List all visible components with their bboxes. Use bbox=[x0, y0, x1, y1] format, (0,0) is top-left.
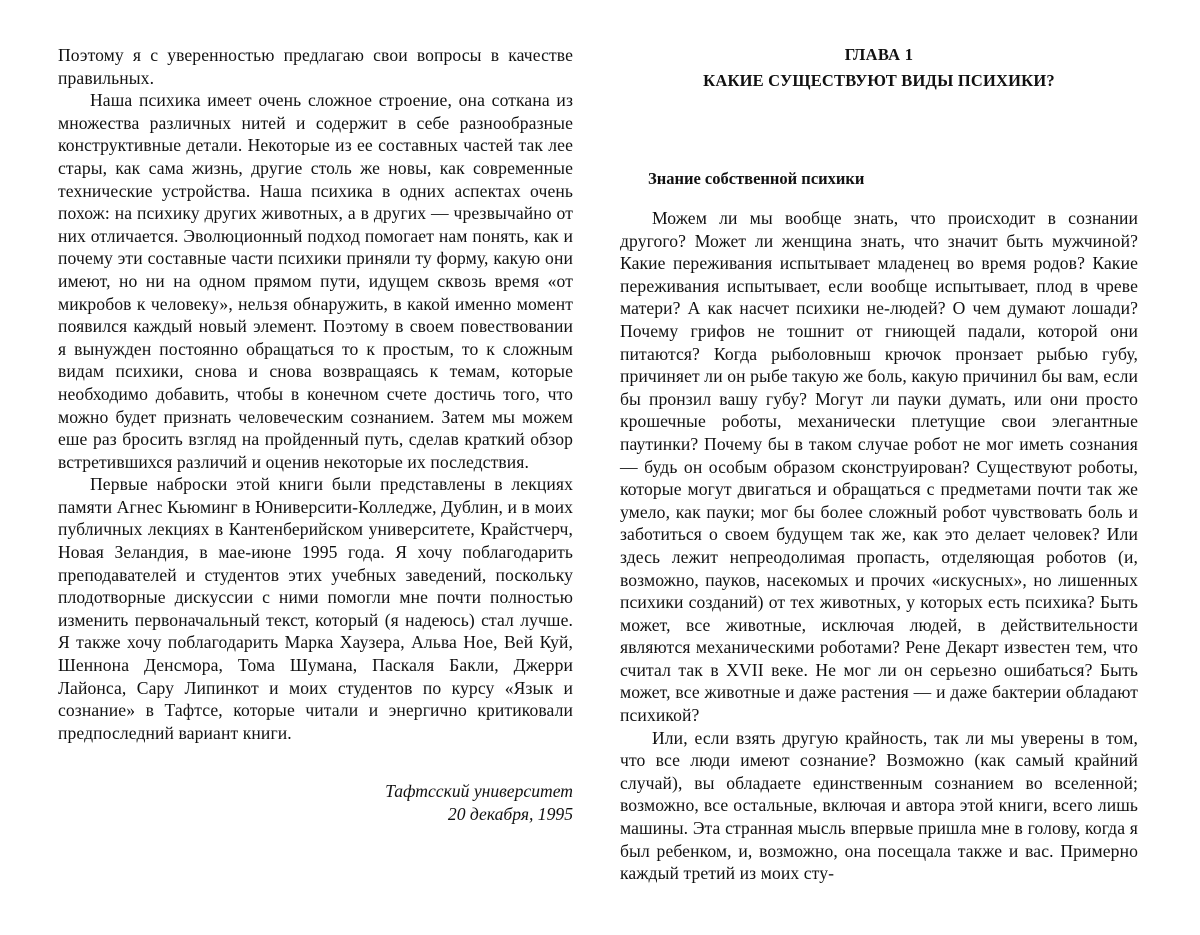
paragraph: Наша психика имеет очень сложное строение, она соткана из множества различных нитей и содержит в себе разнообразные конструктивные детали. Некоторые из ее составных частей так лее стары, как сама жизнь, другие столь же новы, как современные технические устройства. Наша психика в одних аспектах очень похож: на психику других животных, а в других — чрезвычайно от них отличается. Эволюционный подход помогает нам понять, как и почему эти составные части психики приняли ту форму, какую они имеют, но ни на одном прямом пути, идущем сквозь время «от микробов к человеку», нельзя обнаружить, в какой именно момент появился каждый новый элемент. Поэтому в своем повествовании я вынужден постоянно обращаться то к простым, то к сложным видам психики, снова и снова возвращаясь к темам, которые необходимо добавить, чтобы в конечном счете достичь того, что можно будет признать человеческим сознанием. Затем мы можем еше раз бросить взгляд на пройденный путь, сделав краткий обзор встретившихся различий и оценив некоторые их последствия. bbox=[58, 90, 573, 472]
chapter-label: ГЛАВА 1 bbox=[844, 45, 914, 64]
signature-date: 20 декабря, 1995 bbox=[447, 804, 573, 824]
left-page-body bbox=[58, 44, 573, 744]
paragraph: Поэтому я с уверенностью предлагаю свои вопросы в качестве правильных. bbox=[58, 45, 573, 88]
paragraph: Или, если взять другую крайность, так ли мы уверены в том, что все люди имеют сознание? Возможно (как самый крайний случай), вы обладаете единственным сознанием во вселенной; возможно, все остальные, включая и автора этой книги, всего лишь машины. Эта странная мысль впервые пришла мне в голову, когда я был ребенком, и, возможно, она посещала также и вас. Примерно каждый третий из моих сту- bbox=[620, 727, 1138, 884]
chapter-title: КАКИЕ СУЩЕСТВУЮТ ВИДЫ ПСИХИКИ? bbox=[703, 71, 1055, 90]
signature-place: Тафтсский университет bbox=[385, 781, 573, 802]
right-page bbox=[620, 0, 1138, 935]
right-page-body bbox=[620, 207, 1138, 885]
paragraph: Первые наброски этой книги были представлены в лекциях памяти Агнес Кьюминг в Юниверсити-Колледже, Дублин, и в моих публичных лекциях в Кантенберийском университете, Крайстчерч, Новая Зеландия, в мае-июне 1995 года. Я хочу поблагодарить преподавателей и студентов этих учебных заведений, поскольку плодотворные дискуссии с ними помогли мне почти полностью изменить первоначальный текст, который (я надеюсь) стал лучше. Я также хочу поблагодарить Марка Хаузера, Альва Ное, Вей Куй, Шеннона Денсмора, Тома Шумана, Паскаля Бакли, Джерри Лайонса, Сару Липинкот и моих студентов по курсу «Язык и сознание» в Тафтсе, которые читали и энергично критиковали предпоследний вариант книги. bbox=[58, 474, 573, 743]
left-page bbox=[58, 0, 573, 935]
section-heading: Знание собственной психики bbox=[648, 169, 865, 188]
signature-block bbox=[58, 780, 573, 825]
paragraph: Можем ли мы вообще знать, что происходит в сознании другого? Может ли женщина знать, что значит быть мужчиной? Какие переживания испытывает младенец во время родов? Какие переживания испытывает, если вообще испытывает, плод в чреве матери? А как насчет психики не-людей? О чем думают лошади? Почему грифов не тошнит от гниющей падали, которой они питаются? Когда рыболовныш крючок пронзает рыбью губу, причиняет ли он рыбе такую же боль, какую причинил бы вам, если бы пронзил вашу губу? Могут ли пауки думать, или они просто крошечные роботы, механически плетущие свои элегантные паутинки? Почему бы в таком случае робот не мог иметь сознания — будь он особым образом сконструирован? Существуют роботы, которые могут двигаться и обращаться с предметами почти так же умело, как пауки; мог бы более сложный робот чувствовать боль и заботиться о своем будущем так же, как это делает человек? Или здесь лежит непреодолимая пропасть, отделяющая роботов (и, возможно, пауков, насекомых и прочих «искусных», но лишенных психики созданий) от тех животных, у которых есть психика? Быть может, все животные, исключая людей, в действительности являются механическими роботами? Рене Декарт известен тем, что считал так в XVII веке. Не мог ли он серьезно ошибаться? Быть может, все животные и даже растения — и даже бактерии обладают психикой? bbox=[620, 208, 1138, 726]
